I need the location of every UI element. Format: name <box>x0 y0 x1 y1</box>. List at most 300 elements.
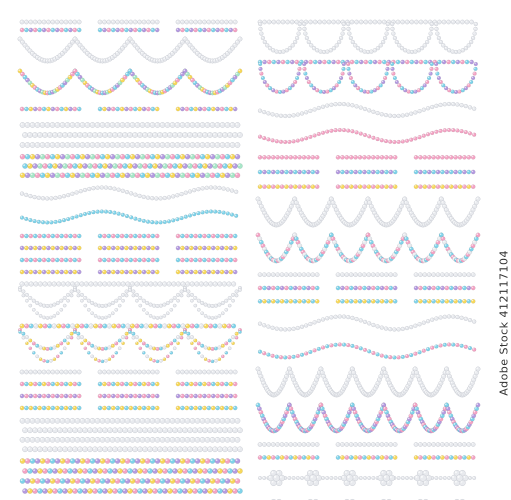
bead-highlight <box>108 133 110 135</box>
strand-bead <box>198 107 202 111</box>
drape-inner-bead <box>207 347 211 351</box>
bead-highlight <box>100 186 101 187</box>
bead-highlight <box>149 303 150 304</box>
bead-highlight <box>284 141 285 142</box>
wave-bead <box>176 217 180 221</box>
strand-bead <box>102 20 106 24</box>
bead-highlight <box>235 333 236 334</box>
bead-highlight <box>151 271 152 272</box>
bead-highlight <box>112 324 114 326</box>
band-bead <box>47 488 52 493</box>
loop-bead <box>474 67 478 71</box>
bead-highlight <box>132 333 133 334</box>
loop-top-bead <box>470 20 474 24</box>
bead-highlight <box>100 210 101 211</box>
band-bead <box>200 142 205 147</box>
bead-highlight <box>435 28 436 29</box>
band-bead <box>30 458 35 463</box>
drape-inner-bead <box>139 339 143 343</box>
bead-highlight <box>36 438 38 440</box>
bead-highlight <box>441 171 442 172</box>
strand-bead <box>185 406 189 410</box>
bead-highlight <box>305 21 306 22</box>
bead-highlight <box>73 259 74 260</box>
bead-highlight <box>111 459 113 461</box>
bead-highlight <box>238 37 240 39</box>
bead-highlight <box>78 29 79 30</box>
band-bead <box>112 447 117 452</box>
bead-highlight <box>203 164 205 166</box>
bead-highlight <box>53 346 54 347</box>
bead-highlight <box>53 447 55 449</box>
bead-highlight <box>46 459 48 461</box>
bead-highlight <box>173 164 175 166</box>
bead-highlight <box>163 197 164 198</box>
bead-highlight <box>163 358 164 359</box>
drape-inner-bead <box>53 346 57 350</box>
drape-inner-bead <box>204 346 208 350</box>
bead-highlight <box>263 212 265 214</box>
bead-highlight <box>46 479 48 481</box>
bead-highlight <box>389 185 390 186</box>
drape-outer-bead <box>18 288 21 291</box>
strand-bead <box>198 406 202 410</box>
strand-bead <box>354 185 358 189</box>
bead-highlight <box>51 479 53 481</box>
bead-highlight <box>98 164 100 166</box>
bead-highlight <box>406 241 408 243</box>
band-bead <box>220 154 225 159</box>
bead-highlight <box>431 215 433 217</box>
strand-bead <box>207 246 211 250</box>
strand-bead <box>116 28 120 32</box>
bead-highlight <box>134 193 135 194</box>
bead-highlight <box>285 156 286 157</box>
wave-bead <box>192 212 196 216</box>
bead-highlight <box>436 72 437 73</box>
bead-highlight <box>50 360 51 361</box>
bead-highlight <box>429 21 430 22</box>
bead-highlight <box>305 137 306 138</box>
strand-bead <box>29 258 33 262</box>
loop-bead <box>467 44 471 48</box>
strand-bead <box>98 406 102 410</box>
strand-bead <box>216 20 220 24</box>
bead-highlight <box>26 155 28 157</box>
loop-bead <box>347 67 351 71</box>
strand-bead <box>120 107 124 111</box>
bead-highlight <box>163 428 165 430</box>
bead-highlight <box>99 371 100 372</box>
bead-highlight <box>43 304 44 305</box>
bead-highlight <box>138 371 139 372</box>
bead-highlight <box>395 251 397 253</box>
bead-highlight <box>26 300 27 301</box>
bead-highlight <box>285 185 286 186</box>
bead-highlight <box>181 73 183 75</box>
band-bead <box>95 437 100 442</box>
bead-highlight <box>73 164 75 166</box>
bead-highlight <box>56 29 57 30</box>
drape-inner-bead <box>228 296 232 300</box>
drape-outer-bead <box>43 316 46 319</box>
bead-highlight <box>43 324 45 326</box>
bead-highlight <box>176 174 178 176</box>
strand-bead <box>354 170 358 174</box>
drape-top-bead <box>57 282 62 287</box>
bead-highlight <box>116 155 118 157</box>
loop-top-bead <box>373 20 377 24</box>
strand-bead <box>180 394 184 398</box>
bead-highlight <box>213 428 215 430</box>
band-bead <box>227 428 232 433</box>
bead-highlight <box>174 304 175 305</box>
strand-bead <box>46 370 50 374</box>
bead-highlight <box>218 428 220 430</box>
bead-highlight <box>80 282 82 284</box>
strand-bead <box>142 270 146 274</box>
bead-highlight <box>212 235 213 236</box>
bead-highlight <box>438 77 439 78</box>
bead-highlight <box>410 21 411 22</box>
band-bead <box>177 468 182 473</box>
bead-highlight <box>303 23 304 24</box>
band-bead <box>112 488 117 493</box>
bead-highlight <box>216 59 218 61</box>
bead-highlight <box>303 253 305 255</box>
bead-highlight <box>38 428 40 430</box>
bead-highlight <box>171 52 173 54</box>
bead-highlight <box>163 346 164 347</box>
bead-highlight <box>208 428 210 430</box>
bead-highlight <box>121 235 122 236</box>
bead-highlight <box>98 347 99 348</box>
strand-bead <box>198 28 202 32</box>
bead-highlight <box>43 489 45 491</box>
bead-highlight <box>92 211 93 212</box>
bead-highlight <box>236 143 238 145</box>
bead-highlight <box>148 89 150 91</box>
bead-highlight <box>113 428 115 430</box>
band-bead <box>165 437 170 442</box>
bead-highlight <box>156 395 157 396</box>
band-bead <box>67 163 72 168</box>
bead-highlight <box>46 155 48 157</box>
bead-highlight <box>456 61 457 62</box>
bead-highlight <box>88 164 90 166</box>
bead-highlight <box>50 347 51 348</box>
bead-highlight <box>34 29 35 30</box>
bead-highlight <box>347 129 348 130</box>
bead-highlight <box>236 73 238 75</box>
bead-highlight <box>263 185 264 186</box>
strand-bead <box>458 185 462 189</box>
band-bead <box>182 428 187 433</box>
wave-bead <box>258 135 262 139</box>
loop-top-bead <box>373 60 377 64</box>
bead-highlight <box>163 164 165 166</box>
drape-top-bead <box>130 282 135 287</box>
bead-highlight <box>226 438 228 440</box>
band-bead <box>230 437 235 442</box>
bead-highlight <box>88 489 90 491</box>
bead-highlight <box>41 123 43 125</box>
strand-bead <box>449 185 453 189</box>
bead-highlight <box>225 395 226 396</box>
bead-highlight <box>211 305 212 306</box>
drape-inner-bead <box>211 304 215 308</box>
bead-highlight <box>67 342 68 343</box>
bead-highlight <box>474 68 475 69</box>
bead-highlight <box>121 79 123 81</box>
wave-bead <box>426 132 430 136</box>
strand-bead <box>262 185 266 189</box>
loop-top-bead <box>350 60 354 64</box>
wave-bead <box>218 186 222 190</box>
bead-highlight <box>354 185 355 186</box>
bead-highlight <box>441 201 443 203</box>
bead-highlight <box>221 174 223 176</box>
bead-highlight <box>459 156 460 157</box>
bead-highlight <box>352 81 353 82</box>
strand-bead <box>194 28 198 32</box>
bead-highlight <box>111 123 113 125</box>
band-bead <box>42 163 47 168</box>
bead-highlight <box>121 383 122 384</box>
bead-highlight <box>134 108 135 109</box>
bead-highlight <box>39 282 41 284</box>
bead-highlight <box>383 61 384 62</box>
bead-highlight <box>215 316 216 317</box>
bead-highlight <box>77 290 78 291</box>
wave-bead <box>197 187 201 191</box>
bead-highlight <box>348 32 349 33</box>
bead-highlight <box>66 47 68 49</box>
drape-inner-bead <box>104 347 108 351</box>
bead-highlight <box>143 342 144 343</box>
loop-bead <box>291 44 295 48</box>
bead-highlight <box>223 428 225 430</box>
band-bead <box>212 163 217 168</box>
band-bead <box>125 458 130 463</box>
bead-highlight <box>291 84 292 85</box>
bead-highlight <box>78 395 79 396</box>
bead-highlight <box>146 143 148 145</box>
bead-highlight <box>414 137 415 138</box>
bead-highlight <box>467 44 468 45</box>
drape-outer-bead <box>135 342 138 345</box>
bead-highlight <box>103 108 104 109</box>
strand-bead <box>129 270 133 274</box>
bead-highlight <box>103 164 105 166</box>
loop-bead <box>263 40 267 44</box>
bead-highlight <box>266 253 268 255</box>
bead-highlight <box>47 383 48 384</box>
bead-highlight <box>221 123 223 125</box>
bead-highlight <box>199 21 200 22</box>
bead-highlight <box>168 196 169 197</box>
bead-highlight <box>26 336 27 337</box>
bead-highlight <box>106 438 108 440</box>
band-bead <box>50 154 55 159</box>
strand-bead <box>176 234 180 238</box>
band-bead <box>135 458 140 463</box>
bead-highlight <box>314 61 315 62</box>
bead-highlight <box>180 333 181 334</box>
bead-highlight <box>99 247 100 248</box>
bead-highlight <box>185 29 186 30</box>
drape-inner-bead <box>42 347 46 351</box>
loop-top-bead <box>286 20 290 24</box>
bead-highlight <box>466 61 467 62</box>
loop-bead <box>349 36 353 40</box>
bead-highlight <box>184 191 185 192</box>
drape-outer-bead <box>80 299 83 302</box>
loop-bead <box>303 27 307 31</box>
bead-highlight <box>326 104 327 105</box>
bead-highlight <box>208 347 209 348</box>
bead-highlight <box>295 21 296 22</box>
bead-highlight <box>267 171 268 172</box>
bead-highlight <box>233 469 235 471</box>
bead-highlight <box>138 447 140 449</box>
bead-highlight <box>203 108 204 109</box>
bead-highlight <box>463 156 464 157</box>
band-bead <box>147 132 152 137</box>
strand-bead <box>293 170 297 174</box>
drape-outer-bead <box>235 294 238 297</box>
band-bead <box>185 122 190 127</box>
bead-highlight <box>38 383 39 384</box>
bead-highlight <box>259 61 260 62</box>
band-bead <box>225 478 230 483</box>
strand-bead <box>64 394 68 398</box>
bead-highlight <box>71 73 73 75</box>
strand-bead <box>55 234 59 238</box>
bead-highlight <box>305 61 306 62</box>
bead-highlight <box>223 86 225 88</box>
bead-highlight <box>212 259 213 260</box>
bead-highlight <box>42 221 43 222</box>
bead-highlight <box>64 304 65 305</box>
wave-bead <box>171 195 175 199</box>
bead-highlight <box>186 143 188 145</box>
bead-highlight <box>301 251 303 253</box>
strand-bead <box>207 406 211 410</box>
band-bead <box>160 173 165 178</box>
bead-highlight <box>234 21 235 22</box>
bead-highlight <box>58 220 59 221</box>
wave-bead <box>58 195 62 199</box>
strand-bead <box>151 394 155 398</box>
bead-highlight <box>56 271 57 272</box>
bead-highlight <box>221 21 222 22</box>
wave-bead <box>129 216 133 220</box>
bead-highlight <box>448 103 449 104</box>
wave-bead <box>355 105 359 109</box>
bead-highlight <box>160 316 161 317</box>
bead-highlight <box>234 235 235 236</box>
wave-bead <box>213 186 217 190</box>
bead-highlight <box>307 156 308 157</box>
band-bead <box>60 458 65 463</box>
strand-bead <box>229 258 233 262</box>
band-bead <box>125 142 130 147</box>
bead-highlight <box>330 103 331 104</box>
strand-bead <box>68 370 72 374</box>
bead-highlight <box>99 407 100 408</box>
bead-highlight <box>134 21 135 22</box>
strand-bead <box>207 258 211 262</box>
bead-highlight <box>95 315 96 316</box>
band-bead <box>137 447 142 452</box>
drape-top-bead <box>199 282 204 287</box>
bead-highlight <box>151 155 153 157</box>
bead-highlight <box>107 395 108 396</box>
drape-outer-bead <box>166 355 169 358</box>
loop-bead <box>337 40 341 44</box>
bead-highlight <box>121 247 122 248</box>
bead-highlight <box>272 49 273 50</box>
bead-highlight <box>53 428 55 430</box>
bead-highlight <box>177 29 178 30</box>
bead-highlight <box>203 247 204 248</box>
strand-bead <box>24 107 28 111</box>
bead-highlight <box>171 84 173 86</box>
strand-bead <box>194 234 198 238</box>
band-bead <box>72 447 77 452</box>
bead-highlight <box>158 428 160 430</box>
bead-highlight <box>389 114 390 115</box>
drape-outer-bead <box>94 314 97 317</box>
bead-highlight <box>378 61 379 62</box>
bead-highlight <box>123 133 125 135</box>
bead-highlight <box>43 133 45 135</box>
bead-highlight <box>106 143 108 145</box>
bead-highlight <box>463 185 464 186</box>
bead-highlight <box>31 174 33 176</box>
bead-highlight <box>214 186 215 187</box>
strand-bead <box>189 394 193 398</box>
bead-highlight <box>391 23 392 24</box>
band-bead <box>210 418 215 423</box>
bead-highlight <box>415 61 416 62</box>
bead-highlight <box>260 32 261 33</box>
band-bead <box>227 488 232 493</box>
strand-bead <box>51 370 55 374</box>
bead-highlight <box>305 255 307 257</box>
bead-highlight <box>228 469 230 471</box>
bead-highlight <box>37 221 38 222</box>
band-bead <box>210 142 215 147</box>
bead-highlight <box>367 51 368 52</box>
bead-highlight <box>83 164 85 166</box>
bead-highlight <box>383 21 384 22</box>
loop-top-bead <box>382 60 386 64</box>
bead-highlight <box>191 324 193 326</box>
bead-highlight <box>382 81 383 82</box>
strand-bead <box>98 107 102 111</box>
bead-highlight <box>171 143 173 145</box>
bead-highlight <box>211 317 212 318</box>
bead-highlight <box>25 282 27 284</box>
wave-bead <box>155 197 159 201</box>
drape-top-bead <box>227 324 232 329</box>
band-bead <box>235 437 240 442</box>
bead-highlight <box>193 133 195 135</box>
strand-bead <box>102 234 106 238</box>
bead-highlight <box>370 90 371 91</box>
